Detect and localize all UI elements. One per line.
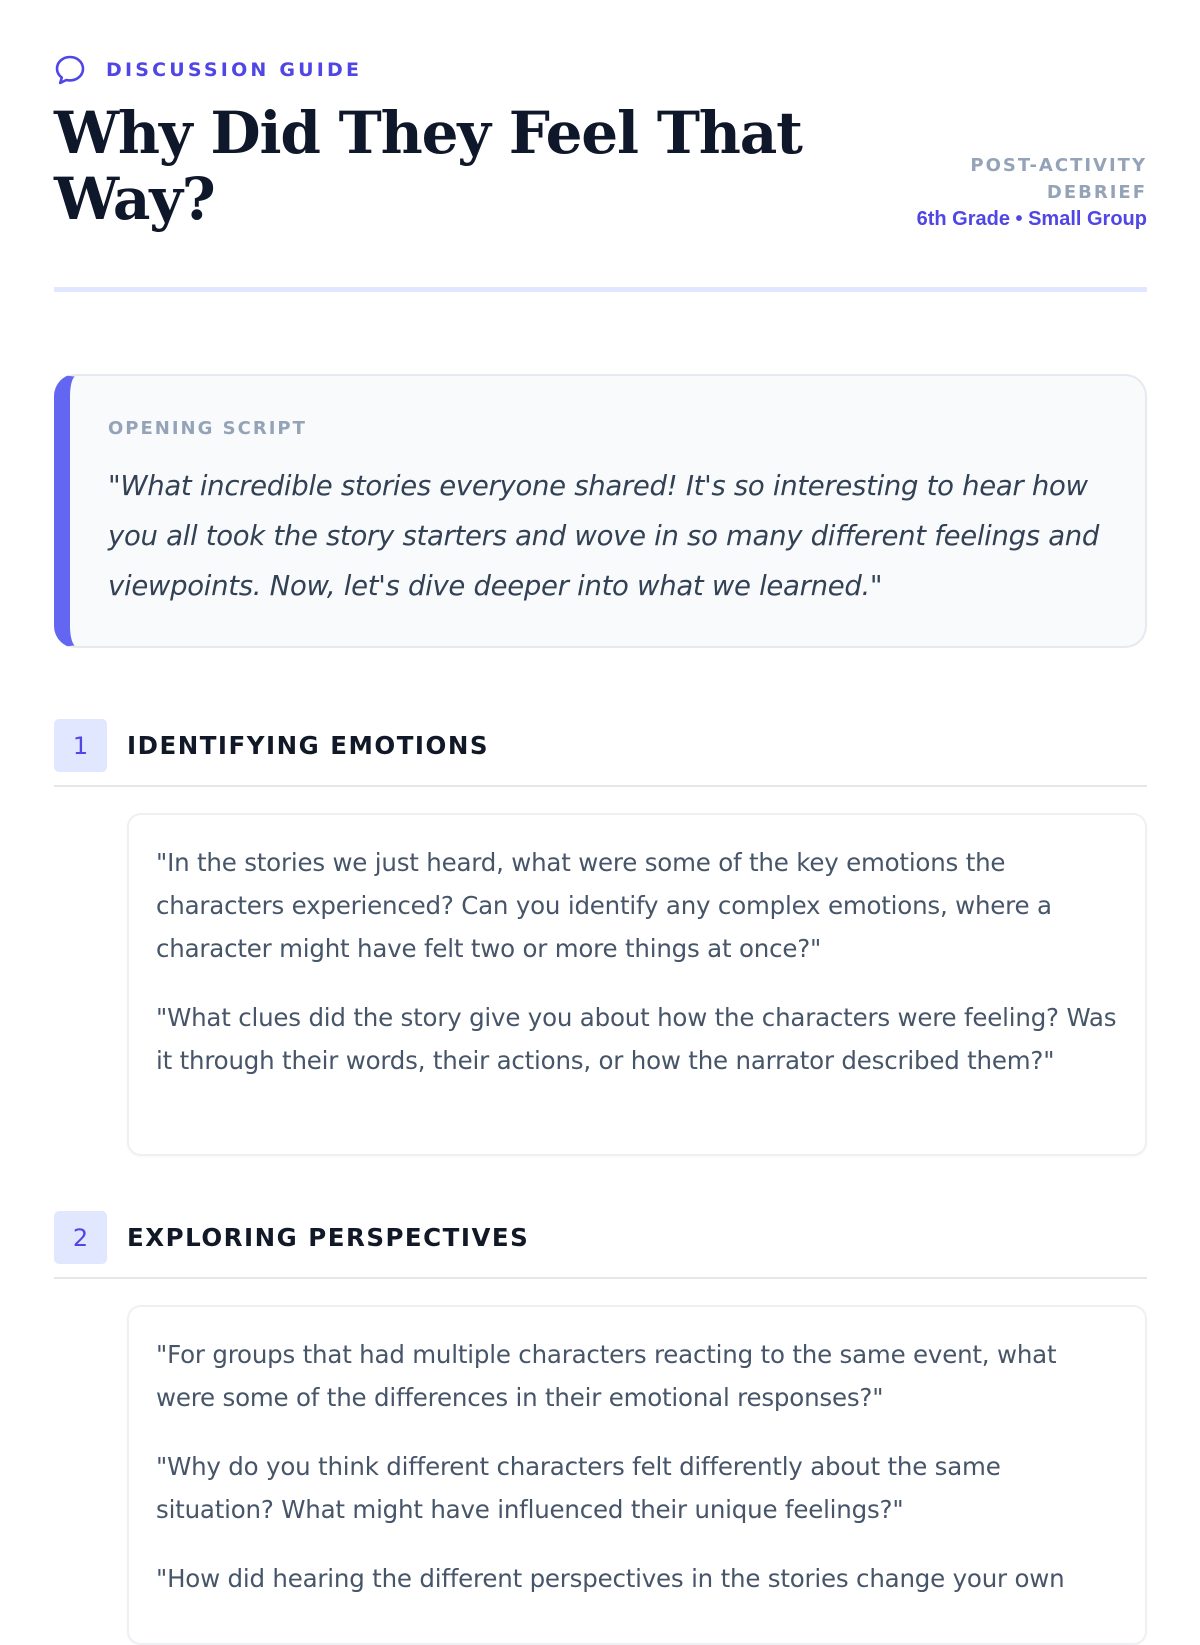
opening-script-label: OPENING SCRIPT [108, 418, 307, 439]
page-title: Why Did They Feel That Way? [54, 99, 802, 233]
section-header-identifying-emotions [54, 719, 1147, 787]
section-number-badge: 2 [54, 1211, 107, 1264]
discussion-question: "Why do you think different characters felt differently about the same situation? What might have influenced their unique feelings?" [156, 1452, 1001, 1524]
section-title: IDENTIFYING EMOTIONS [127, 731, 490, 760]
discussion-question: "For groups that had multiple characters reacting to the same event, what were some of the differences in their emotional responses?" [156, 1340, 1057, 1412]
discussion-question: "In the stories we just heard, what were some of the key emotions the characters experienced? Can you identify any complex emotions, where a character might have felt two or more things at once?" [156, 848, 1052, 963]
section-header-exploring-perspectives [54, 1211, 1147, 1279]
opening-script-card [54, 374, 1147, 648]
section-number-badge: 1 [54, 719, 107, 772]
question-card-exploring-perspectives [127, 1305, 1147, 1645]
discussion-question: "What clues did the story give you about how the characters were feeling? Was it through their words, their actions, or how the narrator described them?" [156, 1003, 1117, 1075]
speech-bubble-icon [54, 54, 86, 86]
question-card-identifying-emotions [127, 813, 1147, 1156]
meta-audience: 6th Grade • Small Group [916, 208, 1147, 230]
header-divider [54, 287, 1147, 292]
opening-script-text: "What incredible stories everyone shared! It's so interesting to hear how you all took the story starters and wove in so many different feelings and viewpoints. Now, let's dive deeper into what we learned." [108, 470, 1100, 602]
discussion-question: "How did hearing the different perspectives in the stories change your own [156, 1564, 1065, 1593]
guide-meta [827, 152, 1147, 233]
section-title: EXPLORING PERSPECTIVES [127, 1223, 530, 1252]
meta-kind: POST-ACTIVITY DEBRIEF [970, 155, 1147, 203]
eyebrow [54, 54, 362, 86]
eyebrow-label: DISCUSSION GUIDE [106, 59, 363, 81]
